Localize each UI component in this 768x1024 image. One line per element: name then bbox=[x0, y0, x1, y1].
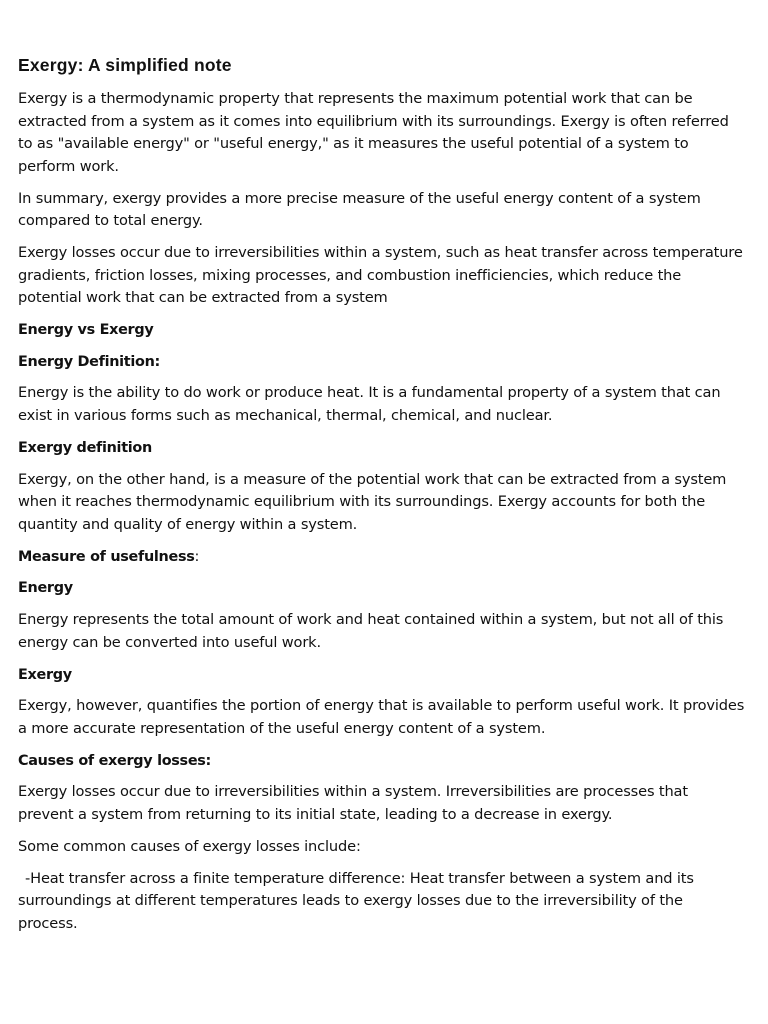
paragraph-exergy-losses-overview: Exergy losses occur due to irreversibilities within a system, such as heat transfer across temperature gradients, friction losses, mixing processes, and combustion inefficiencies, which reduce the potential work that can be extracted from a system bbox=[18, 243, 743, 307]
heading-measure-of-usefulness-text: Measure of usefulness bbox=[18, 548, 195, 565]
heading-measure-of-usefulness bbox=[18, 546, 746, 569]
heading-measure-of-usefulness-colon: : bbox=[194, 548, 200, 565]
paragraph-common-causes-intro: Some common causes of exergy losses include: bbox=[18, 837, 361, 855]
paragraph-exergy-definition: Exergy, on the other hand, is a measure of the potential work that can be extracted from a system when it reaches thermodynamic equilibrium with its surroundings. Exergy accounts for both the quantity and quality of energy within a system. bbox=[18, 470, 727, 533]
document-page bbox=[18, 52, 746, 945]
paragraph-exergy-usefulness: Exergy, however, quantifies the portion of energy that is available to perform useful work. It provides a more accurate representation of the useful energy content of a system. bbox=[18, 697, 745, 737]
paragraph-summary: In summary, exergy provides a more precise measure of the useful energy content of a system compared to total energy. bbox=[18, 189, 701, 230]
heading-causes-of-exergy-losses: Causes of exergy losses: bbox=[18, 752, 211, 769]
heading-energy: Energy bbox=[18, 580, 73, 597]
paragraph-energy-usefulness: Energy represents the total amount of work and heat contained within a system, but not all of this energy can be converted into useful work. bbox=[18, 611, 724, 651]
paragraph-irreversibilities: Exergy losses occur due to irreversibilities within a system. Irreversibilities are processes that prevent a system from returning to its initial state, leading to a decrease in exergy. bbox=[18, 783, 688, 824]
document-title: Exergy: A simplified note bbox=[18, 55, 232, 75]
heading-energy-definition: Energy Definition: bbox=[18, 353, 160, 370]
heading-exergy: Exergy bbox=[18, 666, 72, 683]
paragraph-exergy-intro: Exergy is a thermodynamic property that represents the maximum potential work that can be extracted from a system as it comes into equilibrium with its surroundings. Exergy is often referred to as "available energy" or "useful energy," as it measures the useful potential of a system to perform work. bbox=[18, 90, 729, 175]
list-item-heat-transfer: -Heat transfer across a finite temperature difference: Heat transfer between a system and its surroundings at different temperatures leads to exergy losses due to the irreversibility of the process. bbox=[18, 869, 694, 932]
heading-energy-vs-exergy: Energy vs Exergy bbox=[18, 321, 154, 338]
heading-exergy-definition: Exergy definition bbox=[18, 439, 152, 456]
paragraph-energy-definition: Energy is the ability to do work or produce heat. It is a fundamental property of a system that can exist in various forms such as mechanical, thermal, chemical, and nuclear. bbox=[18, 384, 721, 425]
